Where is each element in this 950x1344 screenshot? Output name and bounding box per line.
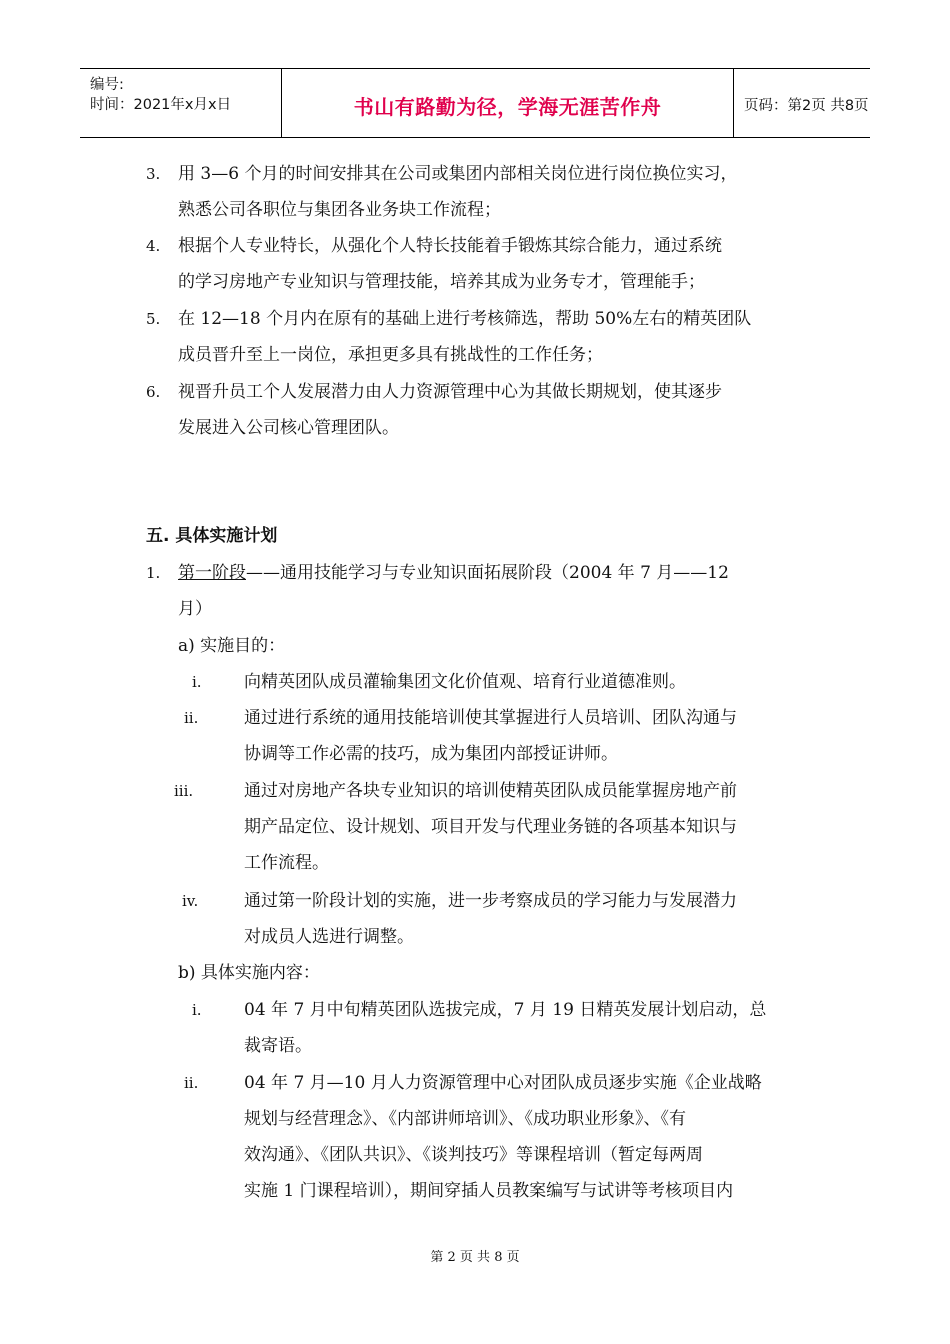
header-page-label: 页码：第2页 共8页 — [744, 98, 869, 114]
list-item-line: 根据个人专业特长，从强化个人特长技能着手锻炼其综合能力，通过系统 — [178, 236, 722, 256]
stage-title-line2: 月） — [178, 599, 212, 619]
list-item-line: 用 3—6 个月的时间安排其在公司或集团内部相关岗位进行岗位换位实习， — [178, 164, 738, 184]
header-motto: 书山有路勤为径，学海无涯苦作舟 — [353, 95, 662, 119]
objective-line: 通过第一阶段计划的实施，进一步考察成员的学习能力与发展潜力 — [244, 891, 737, 911]
roman-number: ii. — [184, 1074, 199, 1092]
list-item-line: 在 12—18 个月内在原有的基础上进行考核筛选，帮助 50%左右的精英团队 — [178, 309, 752, 329]
content-line: 效沟通》、《团队共识》、《谈判技巧》等课程培训（暂定每两周 — [244, 1145, 703, 1165]
document-number-label: 编号: — [90, 77, 124, 93]
list-number: 1. — [146, 564, 161, 582]
list-number: 4. — [146, 237, 161, 255]
page-footer: 第 2 页 共 8 页 — [430, 1250, 520, 1265]
objective-line: 期产品定位、设计规划、项目开发与代理业务链的各项基本知识与 — [244, 817, 737, 837]
header-info-cell — [80, 69, 282, 137]
roman-number: ii. — [184, 709, 199, 727]
roman-number: iv. — [182, 892, 199, 910]
list-item-line: 的学习房地产专业知识与管理技能，培养其成为业务专才，管理能手； — [178, 272, 705, 292]
list-item-line: 发展进入公司核心管理团队。 — [178, 418, 399, 438]
roman-number: i. — [192, 673, 202, 691]
objective-line: 通过对房地产各块专业知识的培训使精英团队成员能掌握房地产前 — [244, 781, 737, 801]
header-page-cell — [734, 69, 870, 137]
section-heading: 五. 具体实施计划 — [146, 526, 278, 546]
document-time-label: 时间：2021年x月x日 — [90, 97, 232, 113]
content-line: 04 年 7 月中旬精英团队选拔完成，7 月 19 日精英发展计划启动，总 — [244, 1000, 767, 1020]
list-number: 3. — [146, 165, 161, 183]
objective-line: 向精英团队成员灌输集团文化价值观、培育行业道德准则。 — [244, 672, 686, 692]
content-line: 实施 1 门课程培训），期间穿插人员教案编写与试讲等考核项目内 — [244, 1181, 734, 1201]
list-number: 6. — [146, 383, 161, 401]
header-motto-cell — [282, 69, 734, 137]
list-item-line: 成员晋升至上一岗位，承担更多具有挑战性的工作任务； — [178, 345, 603, 365]
stage-title-underlined: 第一阶段 — [178, 563, 246, 583]
list-item-line: 熟悉公司各职位与集团各业务块工作流程； — [178, 200, 501, 220]
roman-number: i. — [192, 1001, 202, 1019]
objective-line: 协调等工作必需的技巧，成为集团内部授证讲师。 — [244, 744, 618, 764]
content-line: 规划与经营理念》、《内部讲师培训》、《成功职业形象》、《有 — [244, 1109, 686, 1129]
roman-number: iii. — [174, 782, 194, 800]
content-line: 04 年 7 月—10 月人力资源管理中心对团队成员逐步实施《企业战略 — [244, 1073, 762, 1093]
objective-line: 对成员人选进行调整。 — [244, 927, 414, 947]
page-header — [80, 68, 870, 138]
objective-line: 通过进行系统的通用技能培训使其掌握进行人员培训、团队沟通与 — [244, 708, 737, 728]
stage-title-rest: ——通用技能学习与专业知识面拓展阶段（2004 年 7 月——12 — [246, 563, 729, 583]
stage-title-line — [178, 563, 729, 583]
content-line: 裁寄语。 — [244, 1036, 312, 1056]
subsection-label: b) 具体实施内容： — [178, 963, 320, 983]
list-number: 5. — [146, 310, 161, 328]
list-item-line: 视晋升员工个人发展潜力由人力资源管理中心为其做长期规划，使其逐步 — [178, 382, 722, 402]
objective-line: 工作流程。 — [244, 853, 329, 873]
subsection-label: a) 实施目的： — [178, 636, 286, 656]
